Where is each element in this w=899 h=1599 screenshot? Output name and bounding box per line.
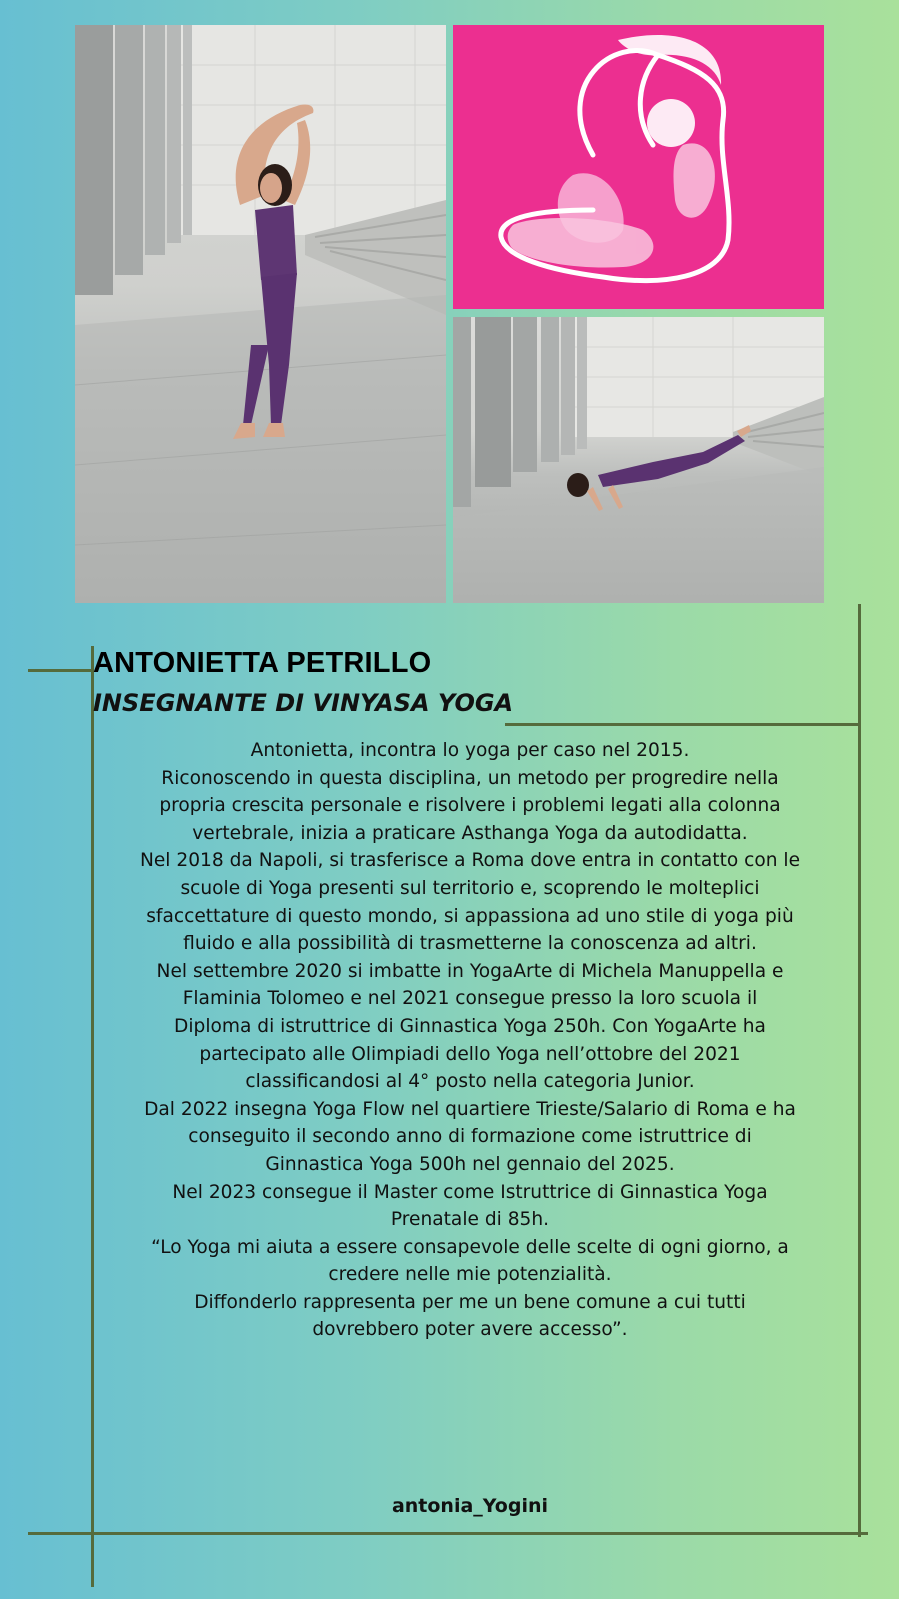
bio-line: Ginnastica Yoga 500h nel gennaio del 2025. [265,1153,675,1175]
frame-line-mid-horizontal [505,723,860,726]
bio-line: partecipato alle Olimpiadi dello Yoga nell’ottobre del 2021 [199,1043,741,1065]
yoga-arm-balance-photo [453,317,824,603]
bio-line: propria crescita personale e risolvere i problemi legati alla colonna [159,795,781,817]
frame-line-top-horizontal [28,669,93,672]
instagram-handle: antonia_Yogini [391,1495,549,1517]
bio-line: Nel 2023 consegue il Master come Istruttrice di Ginnastica Yoga [172,1181,768,1203]
bio-line: Antonietta, incontra lo yoga per caso nel 2015. [250,740,690,761]
yoga-logo [453,25,824,309]
bio-line: fluido e alla possibilità di trasmetterne la conoscenza ad altri. [183,933,757,955]
yoga-pose-logo-icon [453,25,824,309]
bio-line: “Lo Yoga mi aiuta a essere consapevole delle scelte di ogni giorno, a [151,1236,789,1258]
frame-line-right-vertical [858,604,861,1537]
bio-line: credere nelle mie potenzialità. [328,1264,612,1286]
bio-text [95,737,845,1344]
bio-line: Prenatale di 85h. [390,1209,550,1231]
bio-line: Flaminia Tolomeo e nel 2021 consegue presso la loro scuola il [182,988,758,1010]
teacher-name: ANTONIETTA PETRILLO [93,647,432,679]
bio-line: Dal 2022 insegna Yoga Flow nel quartiere Trieste/Salario di Roma e ha [144,1098,796,1120]
bio-line: Diffonderlo rappresenta per me un bene comune a cui tutti [194,1291,746,1313]
standing-pose-illustration [75,25,446,603]
bio-line: sfaccettature di questo mondo, si appassiona ad uno stile di yoga più [146,905,794,927]
bio-line: Nel 2018 da Napoli, si trasferisce a Roma dove entra in contatto con le [139,850,801,872]
teacher-role: INSEGNANTE DI VINYASA YOGA [93,689,514,717]
bio-line: vertebrale, inizia a praticare Asthanga Yoga da autodidatta. [192,822,748,844]
frame-line-left-vertical [91,646,94,1587]
bio-line: scuole di Yoga presenti sul territorio e, scoprendo le molteplici [180,877,760,899]
bio-line: Riconoscendo in questa disciplina, un metodo per progredire nella [161,767,779,789]
bio-line: dovrebbero poter avere accesso”. [312,1319,628,1341]
bio-line: Diploma di istruttrice di Ginnastica Yoga 250h. Con YogaArte ha [174,1015,766,1037]
frame-line-bottom-horizontal [28,1532,868,1535]
arm-balance-pose-illustration [453,317,824,603]
bio-line: Nel settembre 2020 si imbatte in YogaArte di Michela Manuppella e [156,960,784,982]
yoga-standing-photo [75,25,446,603]
bio-line: conseguito il secondo anno di formazione come istruttrice di [188,1126,752,1148]
bio-line: classificandosi al 4° posto nella categoria Junior. [245,1071,695,1093]
